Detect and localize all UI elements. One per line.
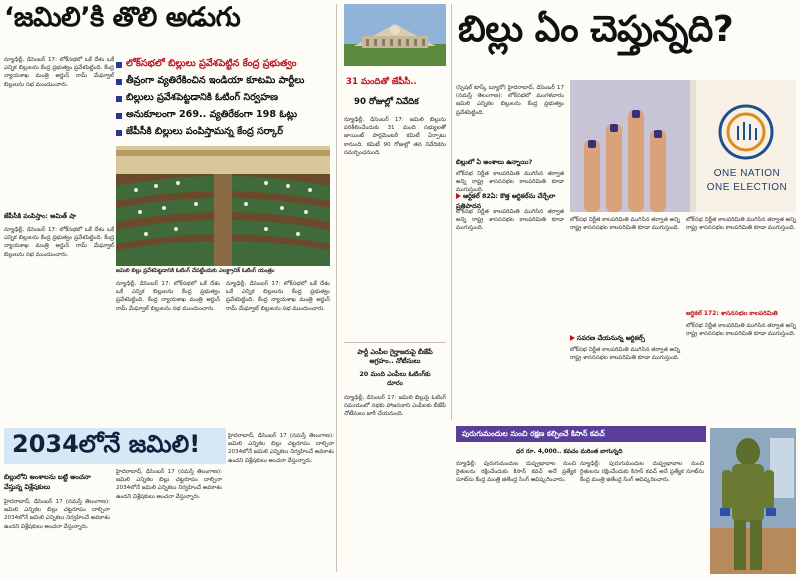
- center-column: [344, 4, 446, 574]
- bullet-item: [116, 56, 330, 73]
- bullet-item: [116, 107, 330, 124]
- center-headline-4: 20 మంది ఎంపీలు ఓటింగ్‌కు దూరం: [359, 370, 431, 387]
- center-headline-2: 90 రోజుల్లో నివేదిక: [354, 97, 419, 107]
- bullet-text: అనుకూలంగా 269.. వ్యతిరేకంగా 198 ఓట్లు: [126, 109, 298, 120]
- center-inset-rule: [344, 342, 446, 343]
- parliament-building-photo: [344, 4, 446, 66]
- square-bullet-icon: [116, 62, 122, 68]
- kisan-kavach-photo: [710, 428, 796, 574]
- right-subhead-1: బిల్లులో ఏ అంశాలు ఉన్నాయి?: [456, 158, 533, 166]
- bottom-left-subhead: బిల్లులోని అంశాలను బట్టి అంచనా వేస్తున్న విశ్లేషకులు: [4, 473, 91, 491]
- bullet-item: [116, 73, 330, 90]
- right-highlight: ఆర్టికల్ 172: శాసనసభల కాలపరిమితి: [686, 310, 778, 317]
- center-body-2: న్యూఢిల్లీ, డిసెంబర్ 17: జమిలి బిల్లుపై ఓటింగ్ సమయంలో సభకు హాజరుకాని ఎంపీలకు బీజేపీ నోటీసులు జారీ చేయనుంది.: [344, 395, 446, 418]
- right-headline: బిల్లు ఏం చెప్తున్నది?: [458, 9, 734, 50]
- bottom-left-body-3: హైదరాబాద్, డిసెంబర్ 17 (నమస్తే తెలంగాణ): జమిలి ఎన్నికల బిల్లు చట్టరూపం దాల్చినా 2034లోనే జమిలి ఎన్నికలు నిర్వహించే అవకాశం ఉందని విశ్లేషకులు అంచనా వేస్తున్నారు.: [228, 433, 334, 464]
- left-subhead: జేపీసీకి పంపిస్తాం: అమిత్ షా: [4, 212, 76, 220]
- one-nation-one-election-photo: [570, 80, 796, 212]
- right-body-col3b: లోక్‌సభ నిర్ణీత కాలపరిమితి ముగిసిన తర్వాత అన్ని రాష్ట్ర శాసనసభల కాలపరిమితి కూడా ముగుస్తుంది.: [686, 323, 796, 338]
- poster-text-line-1: ONE NATION: [713, 168, 781, 179]
- center-headline-3: పార్టీ ఎంపీల గైర్హాజరుపై బీజేపీ ఆగ్రహం.. నోటీసులు: [357, 348, 433, 365]
- bottom-left-body-2: హైదరాబాద్, డిసెంబర్ 17 (నమస్తే తెలంగాణ): జమిలి ఎన్నికల బిల్లు చట్టరూపం దాల్చినా 2034లోనే జమిలి ఎన్నికలు నిర్వహించే అవకాశం ఉందని విశ్లేషకులు అంచనా వేస్తున్నారు.: [116, 469, 222, 500]
- arrow-bullet-icon: [456, 193, 461, 199]
- right-body-col2b: లోక్‌సభ నిర్ణీత కాలపరిమితి ముగిసిన తర్వాత అన్ని రాష్ట్ర శాసనసభల కాలపరిమితి కూడా ముగుస్తుంది.: [570, 347, 680, 362]
- bullet-item: [116, 90, 330, 107]
- bullet-item: [116, 124, 330, 141]
- left-body-col2: న్యూఢిల్లీ, డిసెంబర్ 17: లోక్‌సభలో ఒకే దేశం ఒకే ఎన్నిక బిల్లులను కేంద్ర ప్రభుత్వం ప్రవేశపెట్టింది. కేంద్ర న్యాయశాఖ మంత్రి అర్జున్ రామ్ మేఘ్వాల్ బిల్లులను సభ ముందుంచారు.: [116, 281, 220, 312]
- bottom-left-body-1: హైదరాబాద్, డిసెంబర్ 17 (నమస్తే తెలంగాణ): జమిలి ఎన్నికల బిల్లు చట్టరూపం దాల్చినా 2034లోనే జమిలి ఎన్నికలు నిర్వహించే అవకాశం ఉందని విశ్లేషకులు అంచనా వేస్తున్నారు.: [4, 499, 110, 530]
- kisan-kavach-banner-text: పురుగుమందుల నుంచి రక్షణ కల్పించే కిసాన్ కవచ్: [462, 429, 605, 438]
- parliament-building-image: [344, 4, 446, 66]
- column-divider: [336, 4, 337, 572]
- poster-text-line-2: ONE ELECTION: [706, 182, 788, 193]
- left-body-col1: న్యూఢిల్లీ, డిసెంబర్ 17: లోక్‌సభలో ఒకే దేశం ఒకే ఎన్నిక బిల్లులను కేంద్ర ప్రభుత్వం ప్రవేశపెట్టింది. కేంద్ర న్యాయశాఖ మంత్రి అర్జున్ రామ్ మేఘ్వాల్ బిల్లులను సభ ముందుంచారు.: [4, 227, 114, 258]
- left-body-col3: న్యూఢిల్లీ, డిసెంబర్ 17: లోక్‌సభలో ఒకే దేశం ఒకే ఎన్నిక బిల్లులను కేంద్ర ప్రభుత్వం ప్రవేశపెట్టింది. కేంద్ర న్యాయశాఖ మంత్రి అర్జున్ రామ్ మేఘ్వాల్ బిల్లులను సభ ముందుంచారు.: [226, 281, 330, 312]
- column-divider: [451, 4, 452, 420]
- left-story: [4, 4, 330, 424]
- bullet-text: బిల్లులు ప్రవేశపెట్టడానికి ఓటింగ్ నిర్వహణ: [126, 92, 279, 103]
- square-bullet-icon: [116, 130, 122, 136]
- right-body-col2: లోక్‌సభ నిర్ణీత కాలపరిమితి ముగిసిన తర్వాత అన్ని రాష్ట్ర శాసనసభల కాలపరిమితి కూడా ముగుస్తుంది.: [570, 217, 680, 232]
- bottom-right-story: [456, 426, 796, 574]
- center-body: న్యూఢిల్లీ, డిసెంబర్ 17: జమిలి బిల్లును పరిశీలించేందుకు 31 మంది సభ్యులతో జాయింట్ పార్లమెంటరీ కమిటీ ఏర్పాటు కానుంది. కమిటీ 90 రోజుల్లో తన నివేదికను సమర్పించనుంది.: [344, 117, 446, 156]
- square-bullet-icon: [116, 96, 122, 102]
- kisan-kavach-price: ధర రూ. 4,000.. కవచం మరింత బాగున్నది: [516, 448, 623, 455]
- left-photo-caption: జమిలి బిల్లు ప్రవేశపెట్టడానికి ఓటింగ్ చేపట్టేందుకు ఎలక్ట్రానిక్ ఓటింగ్ యంత్రం: [116, 268, 275, 274]
- parliament-chamber-image: [116, 146, 330, 266]
- right-body-1: లోక్‌సభ నిర్ణీత కాలపరిమితి ముగిసిన తర్వాత అన్ని రాష్ట్ర శాసనసభల కాలపరిమితి కూడా ముగుస్తుంది.: [456, 171, 564, 194]
- bottom-left-headline: 2034లోనే జమిలి!: [12, 430, 201, 458]
- bottom-left-story: [4, 428, 334, 574]
- left-dateline: న్యూఢిల్లీ, డిసెంబర్ 17: లోక్‌సభలో ఒకే దేశం ఒకే ఎన్నిక బిల్లులను కేంద్ర ప్రభుత్వం ప్రవేశపెట్టింది. కేంద్ర న్యాయశాఖ మంత్రి అర్జున్ రామ్ మేఘ్వాల్ బిల్లులను సభ ముందుంచారు.: [4, 57, 114, 88]
- left-bullet-list: [116, 56, 330, 141]
- arrow-bullet-icon: [570, 335, 575, 341]
- right-subhead-2-text: ఆర్టికల్ 82ఏ: కొత్త ఆర్టికల్‌ను చేర్చేలా ప్రతిపాదన: [456, 192, 556, 210]
- left-headline: ‘జమిలి’కి తొలి అడుగు: [4, 2, 241, 33]
- right-body-col3: లోక్‌సభ నిర్ణీత కాలపరిమితి ముగిసిన తర్వాత అన్ని రాష్ట్ర శాసనసభల కాలపరిమితి కూడా ముగుస్తుంది.: [686, 217, 796, 232]
- right-subhead-3-text: సవరణ చేయనున్న ఆర్టికల్స్: [577, 334, 645, 342]
- bullet-text: లోక్‌సభలో బిల్లులు ప్రవేశపెట్టిన కేంద్ర ప్రభుత్వం: [126, 58, 297, 69]
- right-body-2: లోక్‌సభ నిర్ణీత కాలపరిమితి ముగిసిన తర్వాత అన్ని రాష్ట్ర శాసనసభల కాలపరిమితి కూడా ముగుస్తుంది.: [456, 209, 564, 232]
- center-headline-1: 31 మందితో జేపీసీ..: [346, 77, 417, 87]
- right-dateline: (స్పెషల్ టాస్క్ బ్యూరో) హైదరాబాద్, డిసెంబర్ 17 (నమస్తే తెలంగాణ): లోక్‌సభలో మంగళవారం జమిలి ఎన్నికల బిల్లులను కేంద్ర ప్రభుత్వం ప్రవేశపెట్టింది.: [456, 85, 564, 116]
- protective-suit-person-image: [710, 428, 796, 574]
- square-bullet-icon: [116, 79, 122, 85]
- kisan-kavach-body-1: న్యూఢిల్లీ: పురుగుమందుల దుష్ప్రభావాల నుంచి రైతులను రక్షించేందుకు కిసాన్ కవచ్ అనే ప్రత్యేక సూట్‌ను కేంద్ర మంత్రి జితేంద్ర సింగ్ ఆవిష్కరించారు.: [456, 461, 576, 484]
- right-subhead-3: [570, 334, 680, 344]
- lok-sabha-photo: [116, 146, 330, 266]
- kisan-kavach-body-2: న్యూఢిల్లీ: పురుగుమందుల దుష్ప్రభావాల నుంచి రైతులను రక్షించేందుకు కిసాన్ కవచ్ అనే ప్రత్యేక సూట్‌ను కేంద్ర మంత్రి జితేంద్ర సింగ్ ఆవిష్కరించారు.: [580, 461, 704, 484]
- square-bullet-icon: [116, 113, 122, 119]
- bullet-text: తీవ్రంగా వ్యతిరేకించిన ఇండియా కూటమి పార్టీలు: [126, 75, 305, 86]
- bullet-text: జేపీసీకి బిల్లులు పంపిస్తామన్న కేంద్ర సర్కార్: [126, 126, 284, 137]
- right-story: [456, 4, 796, 420]
